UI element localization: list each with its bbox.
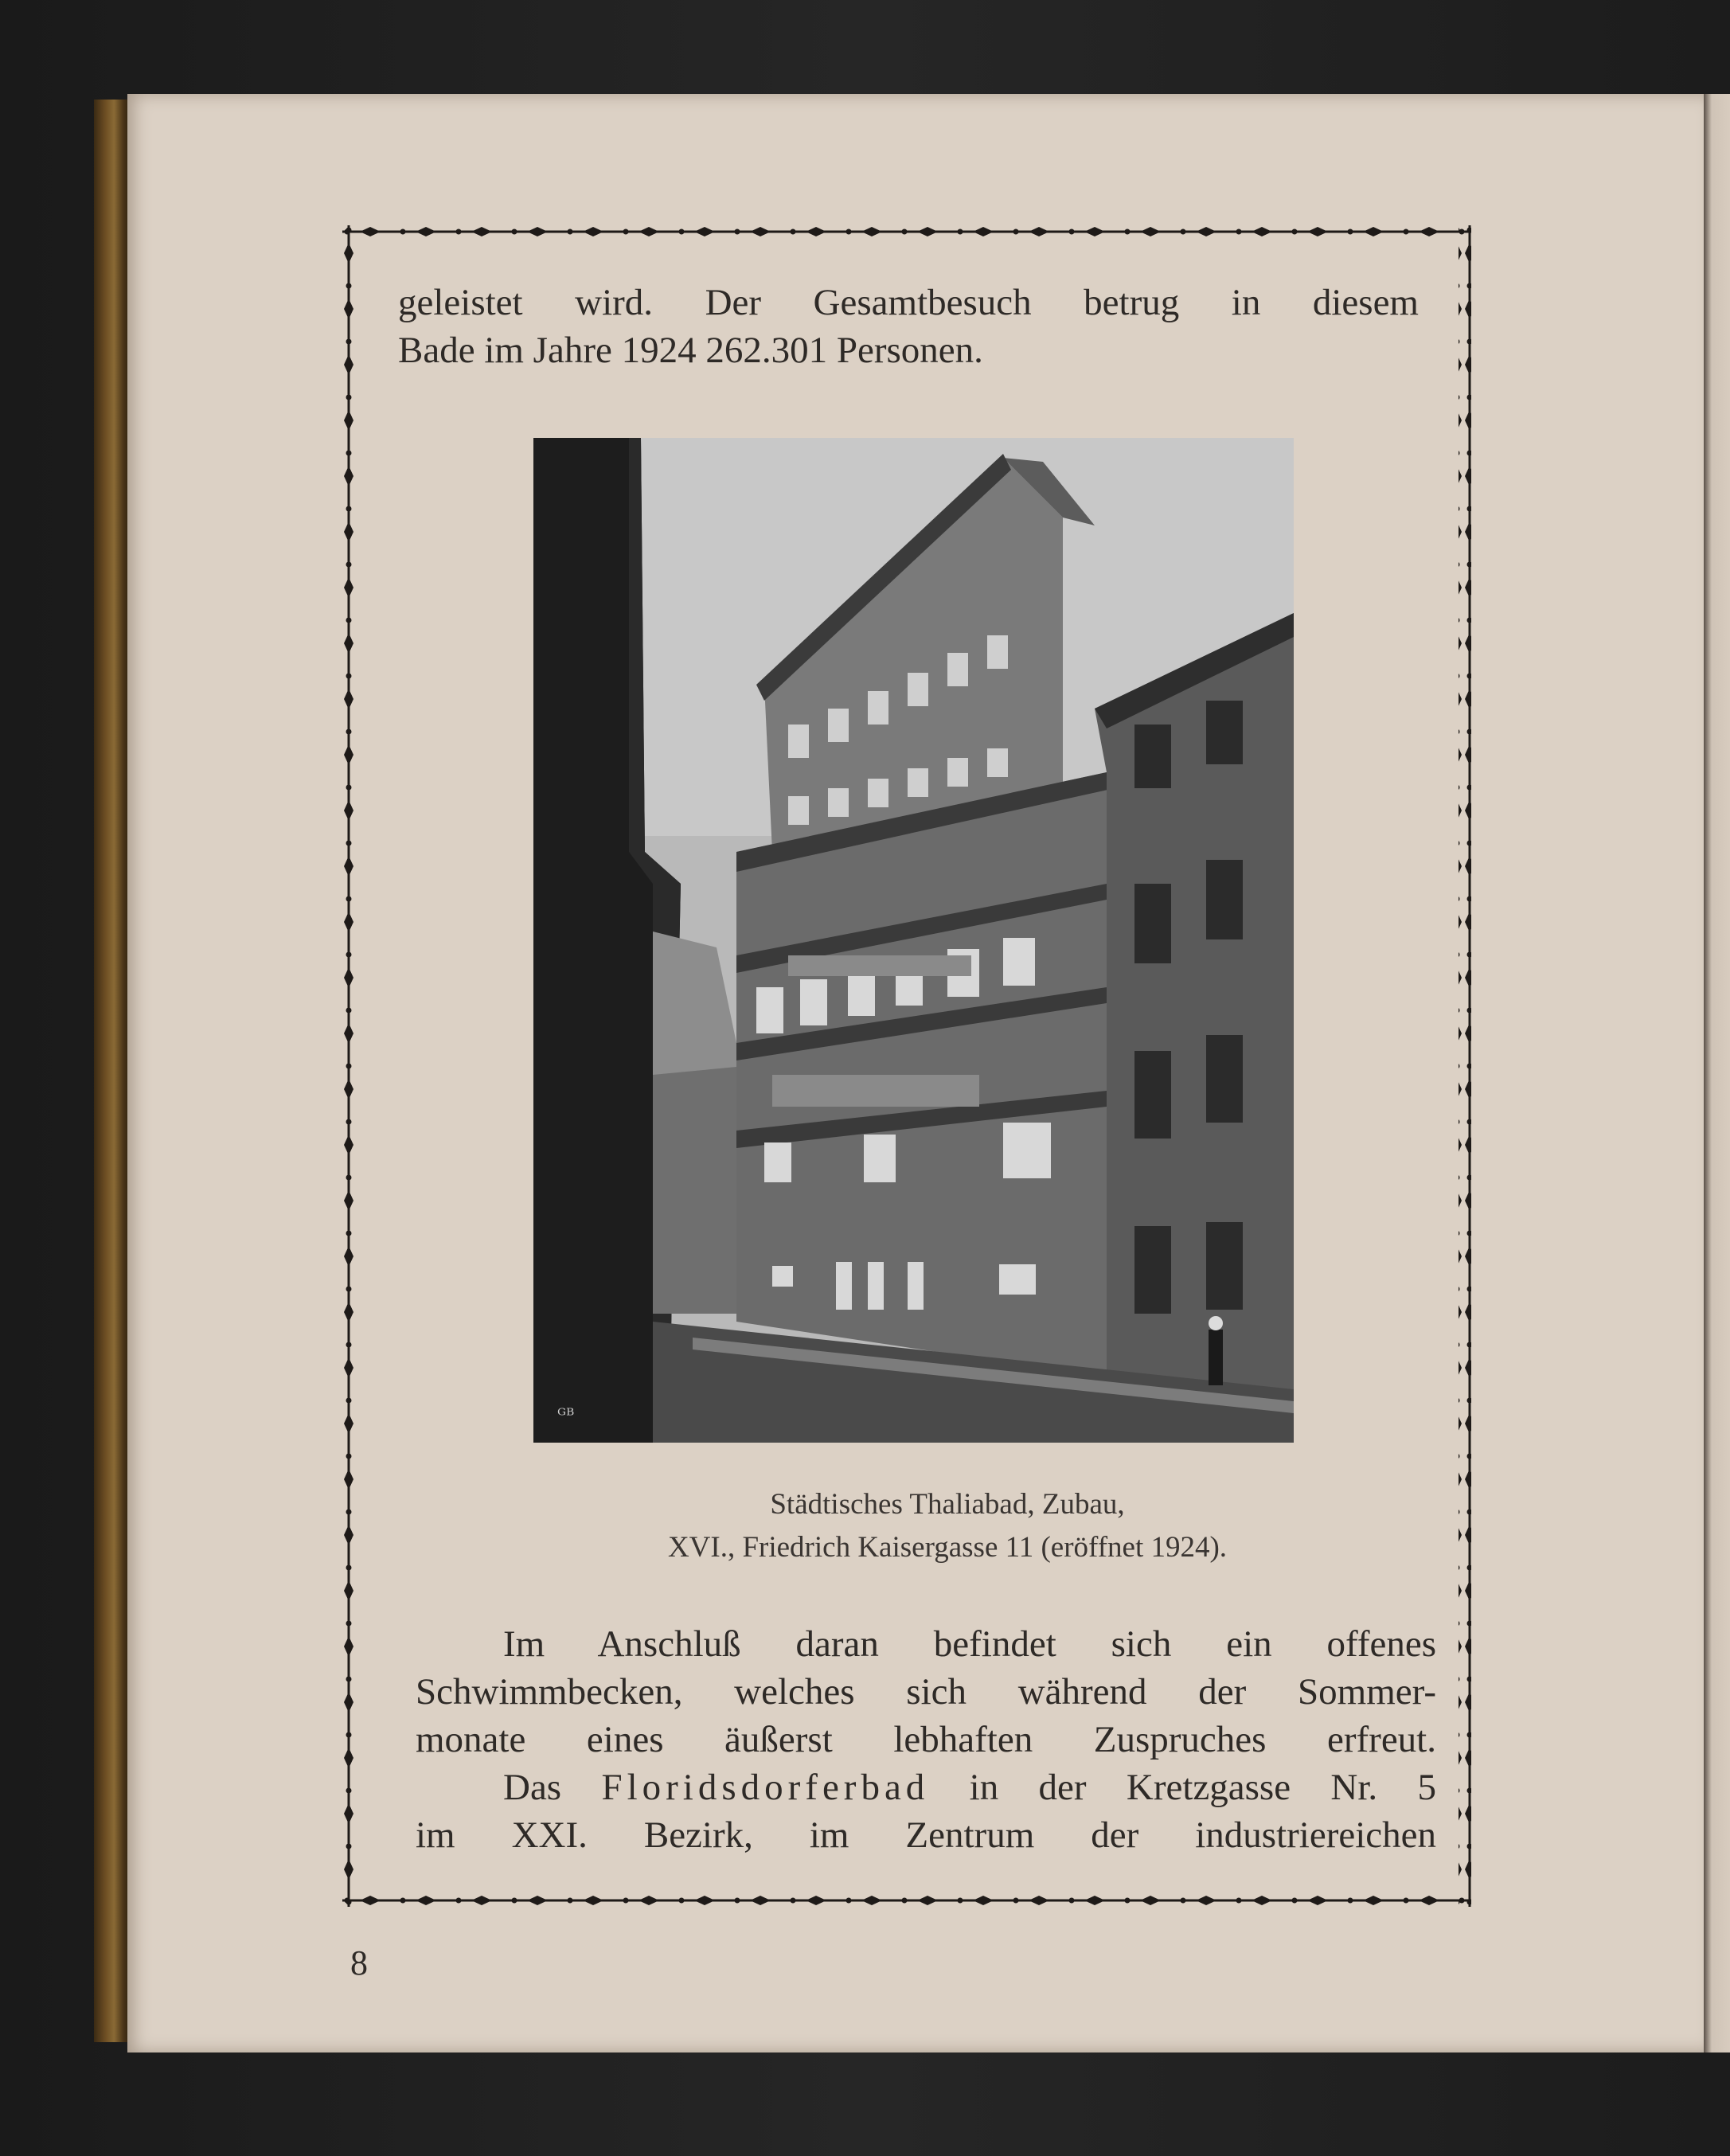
caption-line-1: Städtisches Thaliabad, Zubau, — [770, 1488, 1125, 1521]
bottom-line-5: im XXI. Bezirk, im Zentrum der industriereichen — [416, 1814, 1436, 1856]
bottom-line-1: Im Anschluß daran befindet sich ein offenes — [503, 1623, 1436, 1665]
top-paragraph — [398, 279, 1419, 374]
bottom-line-4-end: in der Kretzgasse Nr. 5 — [969, 1767, 1437, 1808]
page-number: 8 — [350, 1943, 368, 1982]
top-line-2: Bade im Jahre 1924 262.301 Personen. — [398, 330, 983, 371]
top-line-1: geleistet wird. Der Gesamtbesuch betrug in diesem — [398, 282, 1419, 323]
book-spine — [94, 100, 131, 2042]
bottom-line-4 — [416, 1763, 1436, 1811]
svg-text:ᴳᴮ: ᴳᴮ — [557, 1406, 575, 1426]
next-page-edge — [1704, 94, 1730, 2052]
photo-caption — [478, 1483, 1417, 1569]
building-photograph-icon — [533, 438, 1294, 1443]
bottom-paragraph — [416, 1620, 1436, 1859]
caption-line-2: XVI., Friedrich Kaisergasse 11 (eröffnet 1924). — [667, 1531, 1228, 1564]
bottom-line-4-start: Das — [503, 1767, 562, 1808]
bottom-line-3: monate eines äußerst lebhaften Zuspruches erfreut. — [416, 1719, 1436, 1760]
bottom-line-2: Schwimmbecken, welches sich während der Sommer- — [416, 1671, 1436, 1713]
bath-name-spaced: Floridsdorferbad — [601, 1767, 930, 1808]
